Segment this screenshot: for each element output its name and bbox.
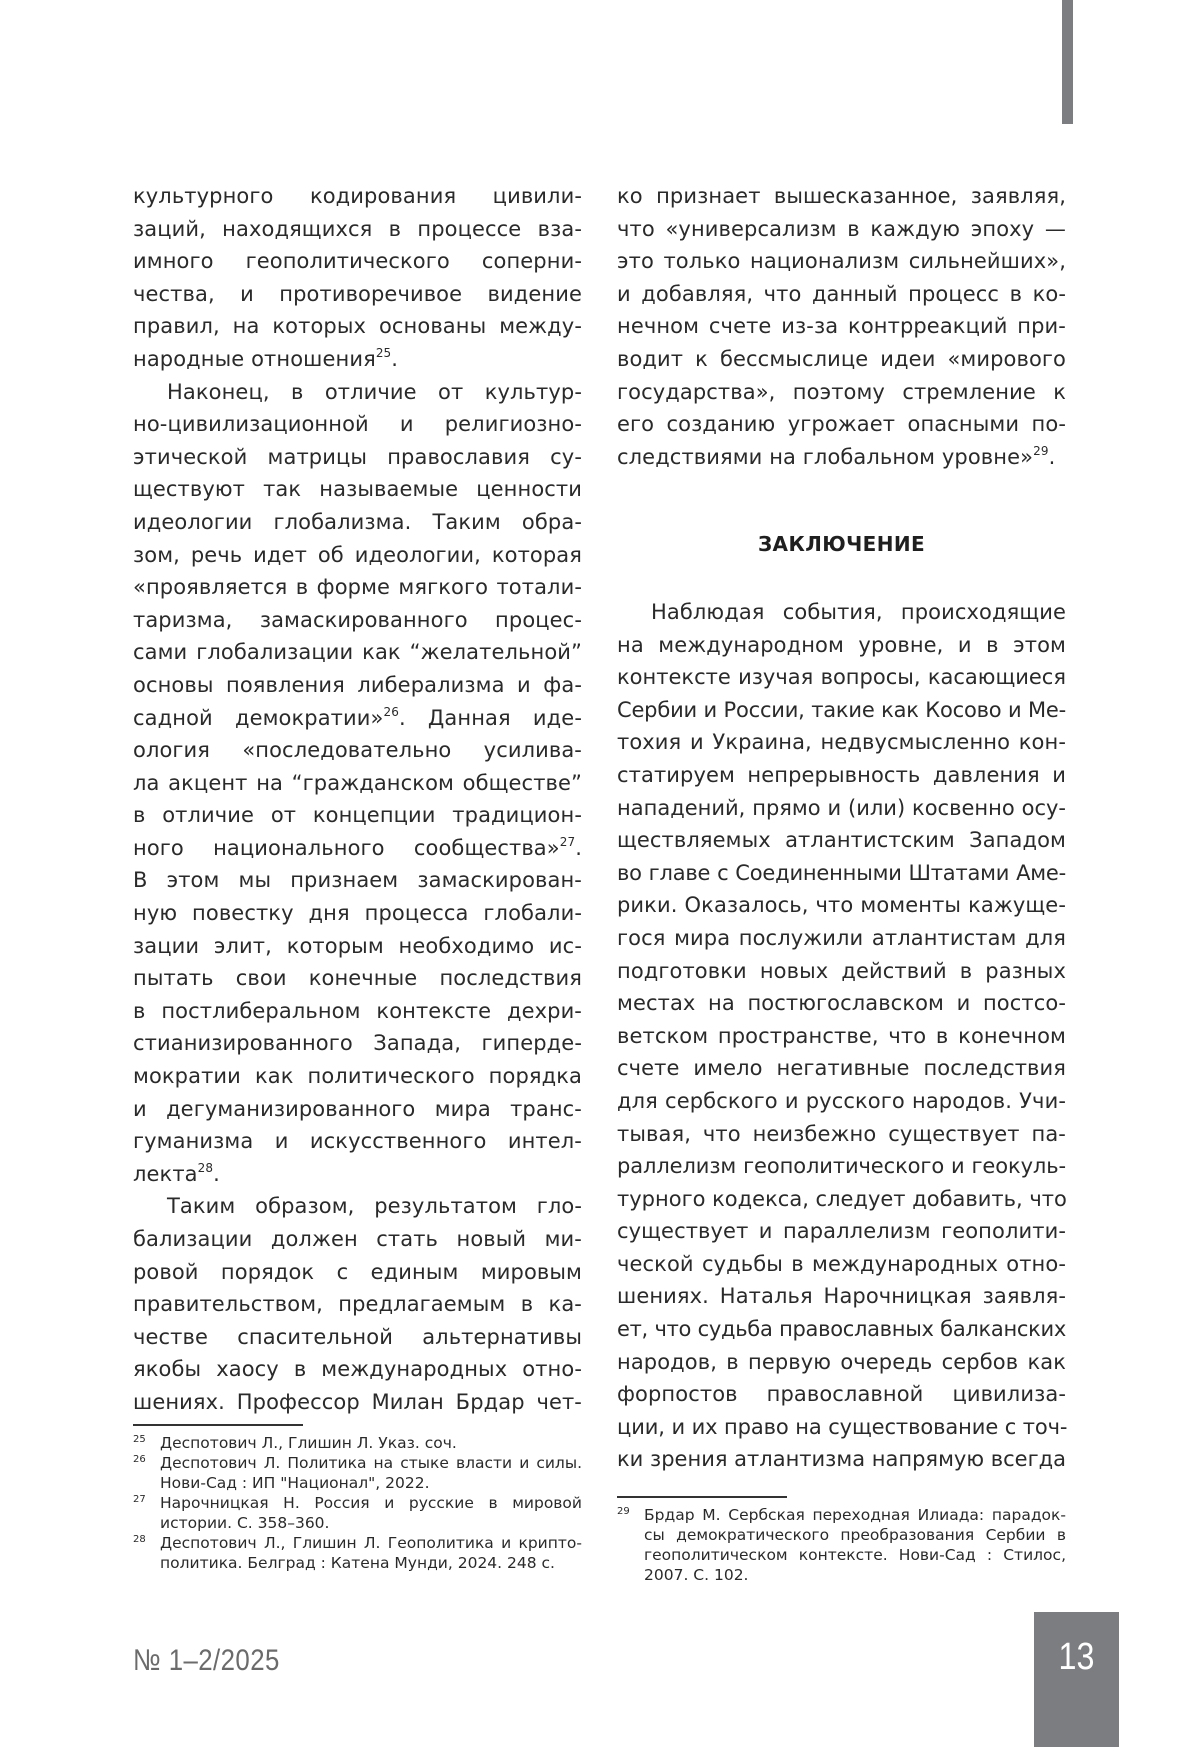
text-line-content: водит к бессмыслице идеи «мирового bbox=[617, 346, 1066, 371]
text-line-tail: . bbox=[213, 1161, 220, 1186]
text-line-content: Наблюдая события, происходящие bbox=[651, 600, 1066, 624]
text-line bbox=[617, 408, 1066, 441]
text-line bbox=[617, 1020, 1066, 1053]
text-line-content: для сербского и русского народов. Учи- bbox=[617, 1088, 1066, 1113]
text-line-content: контексте изучая вопросы, касающиеся bbox=[617, 665, 1066, 690]
text-line bbox=[133, 1386, 582, 1419]
text-line bbox=[133, 636, 582, 669]
text-line-content: Таким образом, результатом гло- bbox=[167, 1194, 582, 1219]
text-line-content: нападений, прямо и (или) косвенно осу- bbox=[617, 795, 1066, 820]
text-line bbox=[617, 1443, 1066, 1476]
text-line-content: это только национализм сильнейших», bbox=[617, 249, 1066, 274]
text-line bbox=[133, 995, 582, 1028]
text-line-content: турного кодекса, следует добавить, что bbox=[617, 1186, 1067, 1211]
text-line bbox=[133, 539, 582, 572]
text-line bbox=[617, 759, 1066, 792]
text-line-content: нечном счете из-за контрреакций при- bbox=[617, 314, 1066, 339]
text-line bbox=[133, 473, 582, 506]
text-line bbox=[617, 922, 1066, 955]
footnote-text-line: геополитическом контексте. Нови-Сад : Стилос, bbox=[644, 1546, 1066, 1564]
text-line-content: существует и параллелизм геополити- bbox=[617, 1219, 1066, 1244]
footnote-reference[interactable]: 29 bbox=[1033, 443, 1049, 458]
text-line bbox=[133, 343, 582, 376]
footnote-reference[interactable]: 25 bbox=[375, 345, 392, 360]
footnote-text-line: сы демократического преобразования Сербии в bbox=[644, 1526, 1066, 1544]
text-line-tail: . bbox=[1048, 444, 1056, 469]
text-line-content: имного геополитического соперни- bbox=[133, 249, 582, 274]
footnote-text-line: политика. Белград : Катена Мунди, 2024. 248 с. bbox=[160, 1554, 555, 1572]
text-line-content: культурного кодирования цивили- bbox=[133, 184, 582, 208]
text-line-content: на международном уровне, и в этом bbox=[617, 632, 1066, 657]
text-line-content: статируем непрерывность давления и bbox=[617, 762, 1066, 787]
text-line-content: ную повестку дня процесса глобали- bbox=[133, 901, 582, 926]
text-line-content: ки зрения атлантизма напрямую всегда bbox=[617, 1447, 1066, 1472]
text-line-content: честве спасительной альтернативы bbox=[133, 1324, 582, 1349]
text-line-content: основы появления либерализма и фа- bbox=[133, 672, 582, 697]
text-line-content: чества, и противоречивое видение bbox=[133, 281, 582, 306]
text-line-content: сами глобализации как “желательной” bbox=[133, 640, 582, 665]
text-line bbox=[617, 1118, 1066, 1151]
footnotes-right bbox=[617, 1505, 1066, 1585]
text-line bbox=[133, 1027, 582, 1060]
text-line-content: заций, находящихся в процессе вза- bbox=[133, 216, 582, 241]
text-line-tail: . bbox=[391, 346, 399, 371]
text-line-content: ного национального сообщества» bbox=[133, 835, 560, 860]
text-line-content: мократии как политического порядка bbox=[133, 1064, 582, 1089]
text-line-tail: . Данная иде- bbox=[398, 705, 582, 730]
text-line-content: зации элит, которым необходимо ис- bbox=[133, 933, 582, 958]
text-line bbox=[133, 864, 582, 897]
right-text-column-conclusion bbox=[617, 596, 1066, 1476]
text-line-content: правил, на которых основаны между- bbox=[133, 314, 582, 339]
text-line-content: якобы хаосу в международных отно- bbox=[133, 1357, 582, 1382]
text-line-content: гося мира послужили атлантистам для bbox=[617, 925, 1066, 950]
footnote-text-line: 2007. С. 102. bbox=[644, 1566, 749, 1584]
text-line bbox=[133, 832, 582, 865]
text-line-content: следствиями на глобальном уровне» bbox=[617, 444, 1034, 469]
text-line-content: форпостов православной цивилиза- bbox=[617, 1382, 1066, 1407]
text-line-content: таризма, замаскированного процес- bbox=[133, 607, 582, 632]
footnote-reference[interactable]: 26 bbox=[383, 704, 399, 719]
footnote bbox=[133, 1493, 582, 1533]
footnote-text-line: Деспотович Л., Глишин Л. Указ. соч. bbox=[160, 1434, 457, 1452]
text-line bbox=[133, 1190, 582, 1223]
page-number-box bbox=[1034, 1612, 1119, 1747]
footnote-text-line: Деспотович Л. Политика на стыке власти и силы. bbox=[160, 1454, 582, 1472]
text-line-content: шениях. Наталья Нарочницкая заявля- bbox=[617, 1284, 1066, 1309]
text-line bbox=[617, 955, 1066, 988]
text-line bbox=[133, 669, 582, 702]
text-line-content: бализации должен стать новый ми- bbox=[133, 1227, 582, 1251]
text-line-content: ции, и их право на существование с точ- bbox=[617, 1414, 1068, 1439]
page-number: 13 bbox=[1058, 1636, 1095, 1678]
text-line bbox=[617, 1378, 1066, 1411]
text-line-content: Наконец, в отличие от культур- bbox=[167, 379, 582, 404]
text-line-content: лекта bbox=[133, 1161, 198, 1186]
text-line-content: ровой порядок с единым мировым bbox=[133, 1259, 582, 1284]
footnote-number: 28 bbox=[133, 1534, 146, 1545]
text-line-content: народные отношения bbox=[133, 346, 376, 371]
text-line-content: счете имело негативные последствия bbox=[617, 1056, 1066, 1081]
text-line bbox=[133, 604, 582, 637]
text-line-content: шениях. Профессор Милан Брдар чет- bbox=[133, 1389, 582, 1414]
footnotes-left bbox=[133, 1433, 582, 1573]
text-line bbox=[617, 278, 1066, 311]
text-line bbox=[617, 629, 1066, 662]
footnote bbox=[617, 1505, 1066, 1585]
text-line bbox=[617, 1280, 1066, 1313]
text-line bbox=[617, 596, 1066, 629]
text-line bbox=[133, 767, 582, 800]
text-line-content: этической матрицы православия су- bbox=[133, 444, 582, 469]
text-line bbox=[133, 962, 582, 995]
text-line bbox=[133, 897, 582, 930]
text-line bbox=[617, 1085, 1066, 1118]
text-line bbox=[133, 310, 582, 343]
left-text-column bbox=[133, 180, 582, 1419]
text-line-content: ществляемых атлантистским Западом bbox=[617, 828, 1066, 853]
text-line bbox=[133, 1223, 582, 1256]
text-line-content: ет, что судьба православных балканских bbox=[617, 1317, 1066, 1342]
text-line bbox=[617, 1248, 1066, 1281]
journal-issue-number: № 1–2/2025 bbox=[133, 1644, 280, 1677]
text-line bbox=[617, 1150, 1066, 1183]
footnote bbox=[133, 1533, 582, 1573]
text-line-content: в отличие от концепции традицион- bbox=[133, 803, 582, 828]
footnote-divider-left bbox=[133, 1424, 303, 1426]
text-line bbox=[617, 1313, 1066, 1346]
text-line bbox=[133, 1321, 582, 1354]
text-line-content: ко признает вышесказанное, заявляя, bbox=[617, 184, 1066, 208]
text-line-content: но-цивилизационной и религиозно- bbox=[133, 412, 582, 437]
text-line bbox=[133, 245, 582, 278]
text-line bbox=[617, 245, 1066, 278]
text-line bbox=[133, 376, 582, 409]
text-line bbox=[617, 824, 1066, 857]
text-line bbox=[617, 661, 1066, 694]
text-line bbox=[617, 213, 1066, 246]
text-line-content: идеологии глобализма. Таким обра- bbox=[133, 509, 582, 534]
text-line-content: в постлиберальном контексте дехри- bbox=[133, 998, 582, 1023]
text-line bbox=[617, 857, 1066, 890]
text-line-content: ветском пространстве, что в конечном bbox=[617, 1023, 1066, 1048]
text-line bbox=[133, 1093, 582, 1126]
text-line bbox=[617, 987, 1066, 1020]
text-line-content: тывая, что неизбежно существует па- bbox=[617, 1121, 1066, 1146]
text-line bbox=[617, 310, 1066, 343]
text-line-content: тохия и Украина, недвусмысленно кон- bbox=[617, 730, 1066, 755]
text-line bbox=[617, 792, 1066, 825]
text-line-content: во главе с Соединенными Штатами Аме- bbox=[617, 860, 1066, 885]
text-line bbox=[133, 180, 582, 213]
text-line bbox=[617, 694, 1066, 727]
text-line-content: «проявляется в форме мягкого тотали- bbox=[133, 575, 582, 600]
text-line bbox=[133, 278, 582, 311]
text-line-content: его созданию угрожает опасными по- bbox=[617, 412, 1066, 437]
text-line bbox=[617, 1215, 1066, 1248]
text-line-content: народов, в первую очередь сербов как bbox=[617, 1349, 1066, 1374]
text-line bbox=[133, 1288, 582, 1321]
footnote-number: 26 bbox=[133, 1454, 146, 1465]
footnote bbox=[133, 1453, 582, 1493]
text-line bbox=[617, 376, 1066, 409]
text-line bbox=[133, 1158, 582, 1191]
text-line bbox=[133, 441, 582, 474]
text-line-tail: . bbox=[575, 835, 582, 860]
text-line bbox=[133, 571, 582, 604]
text-line bbox=[133, 930, 582, 963]
footnote-text-line: Деспотович Л., Глишин Л. Геополитика и крипто- bbox=[160, 1534, 582, 1552]
footnote-text-line: Нарочницкая Н. Россия и русские в мировой bbox=[160, 1494, 582, 1512]
text-line-content: местах на постюгославском и постсо- bbox=[617, 991, 1066, 1016]
page-edge-marker bbox=[1062, 0, 1073, 124]
text-line bbox=[617, 1052, 1066, 1085]
text-line-content: и дегуманизированного мира транс- bbox=[133, 1096, 582, 1121]
footnote-reference[interactable]: 27 bbox=[559, 834, 576, 849]
text-line-content: ческой судьбы в международных отно- bbox=[617, 1251, 1066, 1276]
footnote-text-line: Брдар М. Сербская переходная Илиада: парадок- bbox=[644, 1506, 1066, 1524]
section-heading-conclusion: ЗАКЛЮЧЕНИЕ bbox=[757, 532, 926, 556]
footnote-text-line: истории. С. 358–360. bbox=[160, 1514, 330, 1532]
text-line bbox=[617, 726, 1066, 759]
text-line bbox=[133, 408, 582, 441]
text-line-content: рики. Оказалось, что моменты кажуще- bbox=[617, 893, 1066, 918]
text-line-content: подготовки новых действий в разных bbox=[617, 958, 1066, 983]
footnote-text-line: Нови-Сад : ИП "Национал", 2022. bbox=[160, 1474, 430, 1492]
text-line-content: ология «последовательно усилива- bbox=[133, 738, 582, 763]
text-line bbox=[617, 1411, 1066, 1444]
text-line bbox=[133, 506, 582, 539]
right-text-column-top bbox=[617, 180, 1066, 473]
text-line bbox=[133, 213, 582, 246]
text-line-content: гуманизма и искусственного интел- bbox=[133, 1129, 582, 1154]
text-line-content: пытать свои конечные последствия bbox=[133, 966, 582, 991]
text-line-content: и добавляя, что данный процесс в ко- bbox=[617, 281, 1066, 306]
text-line-content: садной демократии» bbox=[133, 705, 384, 730]
footnote-number: 29 bbox=[617, 1506, 630, 1517]
footnote-number: 25 bbox=[133, 1434, 146, 1445]
text-line bbox=[133, 1353, 582, 1386]
text-line bbox=[617, 1183, 1066, 1216]
text-line-content: Сербии и России, такие как Косово и Ме- bbox=[617, 697, 1066, 722]
text-line bbox=[133, 1125, 582, 1158]
text-line bbox=[133, 734, 582, 767]
text-line bbox=[133, 1060, 582, 1093]
text-line-content: государства», поэтому стремление к bbox=[617, 379, 1066, 404]
text-line-content: раллелизм геополитического и геокуль- bbox=[617, 1154, 1066, 1179]
text-line bbox=[617, 889, 1066, 922]
text-line-content: стианизированного Запада, гиперде- bbox=[133, 1031, 582, 1056]
text-line bbox=[133, 702, 582, 735]
text-line-content: что «универсализм в каждую эпоху — bbox=[617, 216, 1066, 241]
footnote bbox=[133, 1433, 582, 1453]
text-line bbox=[617, 441, 1066, 474]
text-line-content: правительством, предлагаемым в ка- bbox=[133, 1292, 582, 1317]
text-line-content: В этом мы признаем замаскирован- bbox=[133, 868, 582, 893]
text-line bbox=[617, 180, 1066, 213]
text-line bbox=[617, 1346, 1066, 1379]
text-line bbox=[133, 1256, 582, 1289]
footnote-number: 27 bbox=[133, 1494, 146, 1505]
text-line-content: ществуют так называемые ценности bbox=[133, 477, 582, 502]
text-line bbox=[133, 799, 582, 832]
text-line-content: зом, речь идет об идеологии, которая bbox=[133, 542, 582, 567]
footnote-divider-right bbox=[617, 1496, 787, 1498]
footnote-reference[interactable]: 28 bbox=[197, 1160, 214, 1175]
text-line-content: ла акцент на “гражданском обществе” bbox=[133, 770, 582, 795]
text-line bbox=[617, 343, 1066, 376]
